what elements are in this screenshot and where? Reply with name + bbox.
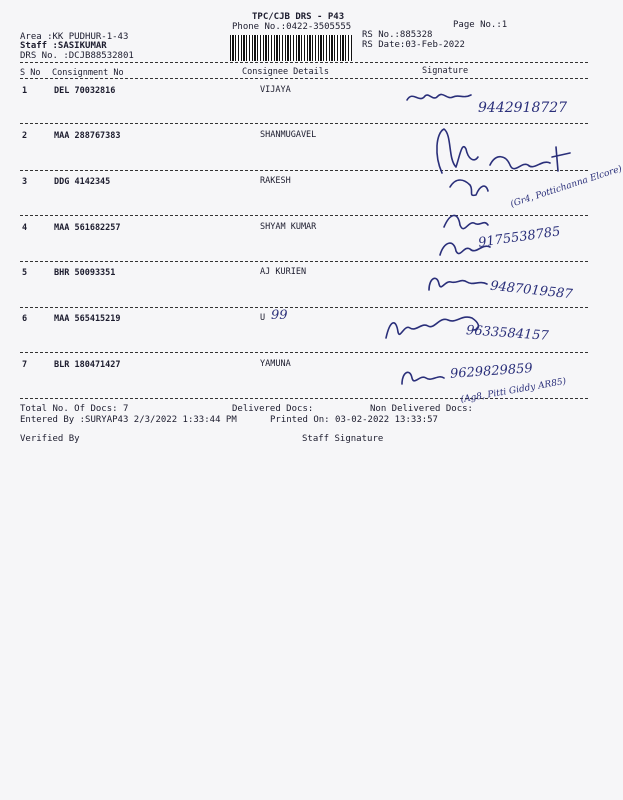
total-docs: Total No. Of Docs: 7 bbox=[20, 404, 129, 414]
barcode bbox=[230, 35, 352, 61]
row-consignee: SHYAM KUMAR bbox=[260, 222, 317, 232]
handwritten-phone: 9633584157 bbox=[465, 323, 550, 344]
document-title: TPC/CJB DRS - P43 bbox=[252, 12, 345, 22]
column-header-sno: S No bbox=[20, 68, 41, 78]
signature-row1 bbox=[405, 88, 475, 108]
handwritten-phone: 9175538785 bbox=[477, 224, 562, 251]
handwritten-phone: 9629829859 bbox=[449, 361, 534, 382]
row-consignment: MAA 288767383 bbox=[54, 131, 121, 141]
drs-number: DRS No. :DCJB88532801 bbox=[20, 51, 134, 61]
row-sno: 6 bbox=[22, 314, 28, 324]
rs-date: RS Date:03-Feb-2022 bbox=[362, 40, 465, 50]
row-sno: 3 bbox=[22, 177, 28, 187]
divider bbox=[20, 78, 588, 79]
column-header-consignment: Consignment No bbox=[52, 68, 124, 78]
row-sno: 5 bbox=[22, 268, 28, 278]
row-sno: 1 bbox=[22, 86, 28, 96]
row-consignee: U bbox=[260, 313, 266, 323]
row-consignment: BHR 50093351 bbox=[54, 268, 116, 278]
row-consignment: MAA 565415219 bbox=[54, 314, 121, 324]
printed-on: Printed On: 03-02-2022 13:33:57 bbox=[270, 415, 438, 425]
row-consignee: SHANMUGAVEL bbox=[260, 130, 317, 140]
row-consignment: DEL 70032816 bbox=[54, 86, 116, 96]
entered-by: Entered By :SURYAP43 2/3/2022 1:33:44 PM bbox=[20, 415, 237, 425]
signature-row5 bbox=[425, 270, 495, 298]
divider bbox=[20, 62, 588, 63]
row-divider bbox=[20, 398, 588, 399]
rs-number: RS No.:885328 bbox=[362, 30, 433, 40]
row-consignee: YAMUNA bbox=[260, 359, 291, 369]
handwritten-phone: 9487019587 bbox=[489, 278, 574, 303]
page-number: Page No.:1 bbox=[453, 20, 508, 30]
row-divider bbox=[20, 123, 588, 124]
row-consignee: RAKESH bbox=[260, 176, 291, 186]
row-divider bbox=[20, 352, 588, 353]
signature-row7 bbox=[398, 366, 448, 390]
phone-number: Phone No.:0422-3505555 bbox=[232, 22, 352, 32]
row-sno: 7 bbox=[22, 360, 28, 370]
non-delivered-docs: Non Delivered Docs: bbox=[370, 404, 473, 414]
handwritten-phone: 9442918727 bbox=[478, 100, 568, 116]
row-sno: 2 bbox=[22, 131, 28, 141]
column-header-signature: Signature bbox=[422, 66, 469, 76]
handwritten-note: (Ag8, Pitti Giddy AR85) bbox=[459, 376, 567, 406]
row-divider bbox=[20, 307, 588, 308]
verified-by: Verified By bbox=[20, 434, 80, 444]
row-consignment: DDG 4142345 bbox=[54, 177, 111, 187]
handwritten-number: 99 bbox=[271, 308, 288, 323]
row-sno: 4 bbox=[22, 223, 28, 233]
area-label: Area :KK PUDHUR-1-43 bbox=[20, 32, 129, 42]
row-consignment: MAA 561682257 bbox=[54, 223, 121, 233]
column-header-consignee: Consignee Details bbox=[242, 67, 329, 77]
handwritten-note: (Gr4, Pottichanna Elcore) bbox=[509, 164, 623, 210]
row-consignee: AJ KURIEN bbox=[260, 267, 307, 277]
staff-signature: Staff Signature bbox=[302, 434, 384, 444]
row-consignee: VIJAYA bbox=[260, 85, 291, 95]
row-consignment: BLR 180471427 bbox=[54, 360, 121, 370]
delivered-docs: Delivered Docs: bbox=[232, 404, 314, 414]
staff-label: Staff :SASIKUMAR bbox=[20, 41, 107, 51]
